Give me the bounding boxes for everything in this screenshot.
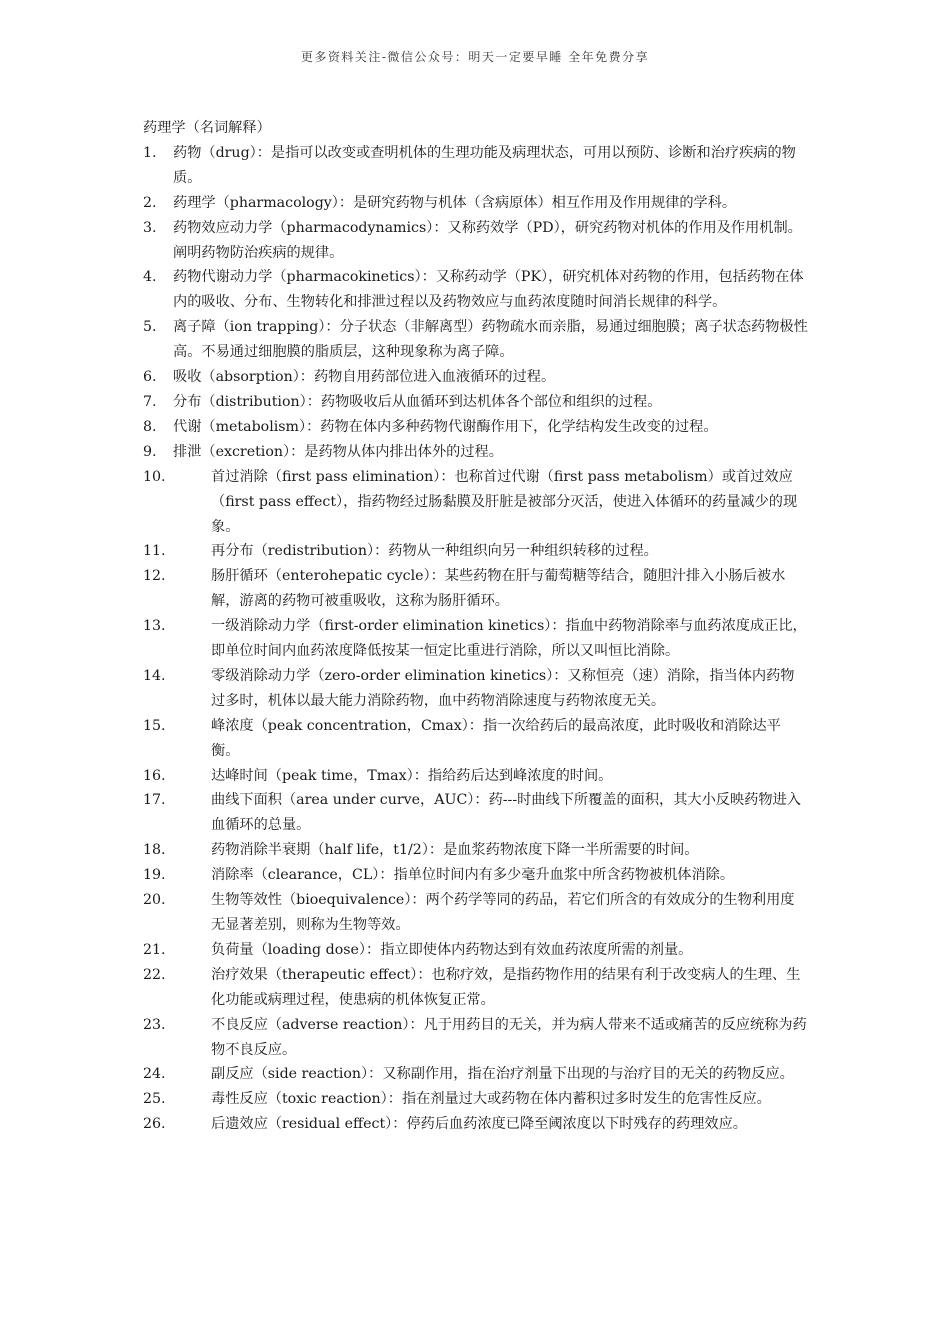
page-header: 更多资料关注-微信公众号：明天一定要早睡 全年免费分享 xyxy=(300,50,650,64)
list-item: 26. 后遗效应（residual effect）：停药后血药浓度已降至阈浓度以下时残存的药理效应。 xyxy=(143,1116,747,1133)
list-item: 14. 零级消除动力学（zero-order elimination kinetics）：又称恒亮（速）消除，指当体内药物过多时，机体以最大能力消除药物，血中药物消除速度与药物浓度无关。 xyxy=(143,667,795,709)
list-item: 11. 再分布（redistribution）：药物从一种组织向另一种组织转移的过程。 xyxy=(143,543,658,560)
list-item: 9. 排泄（excretion）：是药物从体内排出体外的过程。 xyxy=(143,443,503,460)
list-item: 6. 吸收（absorption）：药物自用药部位进入血液循环的过程。 xyxy=(143,369,556,386)
list-item: 17. 曲线下面积（area under curve，AUC）：药---时曲线下所覆盖的面积，其大小反映药物进入血循环的总量。 xyxy=(143,792,801,834)
list-item: 5. 离子障（ion trapping）：分子状态（非解离型）药物疏水而亲脂，易通过细胞膜；离子状态药物极性高。不易通过细胞膜的脂质层，这种现象称为离子障。 xyxy=(143,319,808,361)
list-item: 18. 药物消除半衰期（half life，t1/2）：是血浆药物浓度下降一半所需要的时间。 xyxy=(143,842,699,859)
list-item: 10. 首过消除（first pass elimination）：也称首过代谢（first pass metabolism）或首过效应（first pass effect），指药物经过肠黏膜及肝脏是被部分灭活，使进入体循环的药量减少的现象。 xyxy=(143,468,798,535)
list-item: 12. 肠肝循环（enterohepatic cycle）：某些药物在肝与葡萄糖等结合，随胆汁排入小肠后被水解，游离的药物可被重吸收，这称为肠肝循环。 xyxy=(143,568,786,610)
list-item: 16. 达峰时间（peak time，Tmax）：指给药后达到峰浓度的时间。 xyxy=(143,767,613,784)
list-item: 1. 药物（drug）：是指可以改变或查明机体的生理功能及病理状态，可用以预防、诊断和治疗疾病的物质。 xyxy=(143,144,796,186)
list-item: 3. 药物效应动力学（pharmacodynamics）：又称药效学（PD），研究药物对机体的作用及作用机制。阐明药物防治疾病的规律。 xyxy=(143,219,802,261)
list-item: 20. 生物等效性（bioequivalence）：两个药学等同的药品，若它们所含的有效成分的生物利用度无显著差别，则称为生物等效。 xyxy=(143,892,795,933)
list-item: 15. 峰浓度（peak concentration，Cmax）：指一次给药后的最高浓度，此时吸收和消除达平衡。 xyxy=(143,717,781,759)
list-item: 7. 分布（distribution）：药物吸收后从血循环到达机体各个部位和组织的过程。 xyxy=(143,393,662,410)
list-item: 23. 不良反应（adverse reaction）：凡于用药目的无关，并为病人带来不适或痛苦的反应统称为药物不良反应。 xyxy=(143,1016,807,1058)
document-body xyxy=(143,116,808,1137)
list-item: 2. 药理学（pharmacology）：是研究药物与机体（含病原体）相互作用及作用规律的学科。 xyxy=(143,194,737,211)
definition-list xyxy=(143,141,808,1137)
list-item: 24. 副反应（side reaction）：又称副作用，指在治疗剂量下出现的与治疗目的无关的药物反应。 xyxy=(143,1066,794,1083)
list-item: 13. 一级消除动力学（first-order elimination kinetics）：指血中药物消除率与血药浓度成正比，即单位时间内血药浓度降低按某一恒定比重进行消除，所以又叫恒比消除。 xyxy=(143,618,807,660)
list-item: 21. 负荷量（loading dose）：指立即使体内药物达到有效血药浓度所需的剂量。 xyxy=(143,941,693,958)
list-item: 19. 消除率（clearance，CL）：指单位时间内有多少毫升血浆中所含药物被机体消除。 xyxy=(143,867,735,884)
list-item: 25. 毒性反应（toxic reaction）：指在剂量过大或药物在体内蓄积过多时发生的危害性反应。 xyxy=(143,1091,771,1108)
list-item: 4. 药物代谢动力学（pharmacokinetics）：又称药动学（PK），研究机体对药物的作用，包括药物在体内的吸收、分布、生物转化和排泄过程以及药物效应与血药浓度随时间消长规律的科学。 xyxy=(143,269,804,311)
list-item: 22. 治疗效果（therapeutic effect）：也称疗效，是指药物作用的结果有利于改变病人的生理、生化功能或病理过程，使患病的机体恢复正常。 xyxy=(143,966,801,1008)
page-title: 药理学（名词解释） xyxy=(143,120,271,136)
list-item: 8. 代谢（metabolism）：药物在体内多种药物代谢酶作用下，化学结构发生改变的过程。 xyxy=(143,418,718,435)
